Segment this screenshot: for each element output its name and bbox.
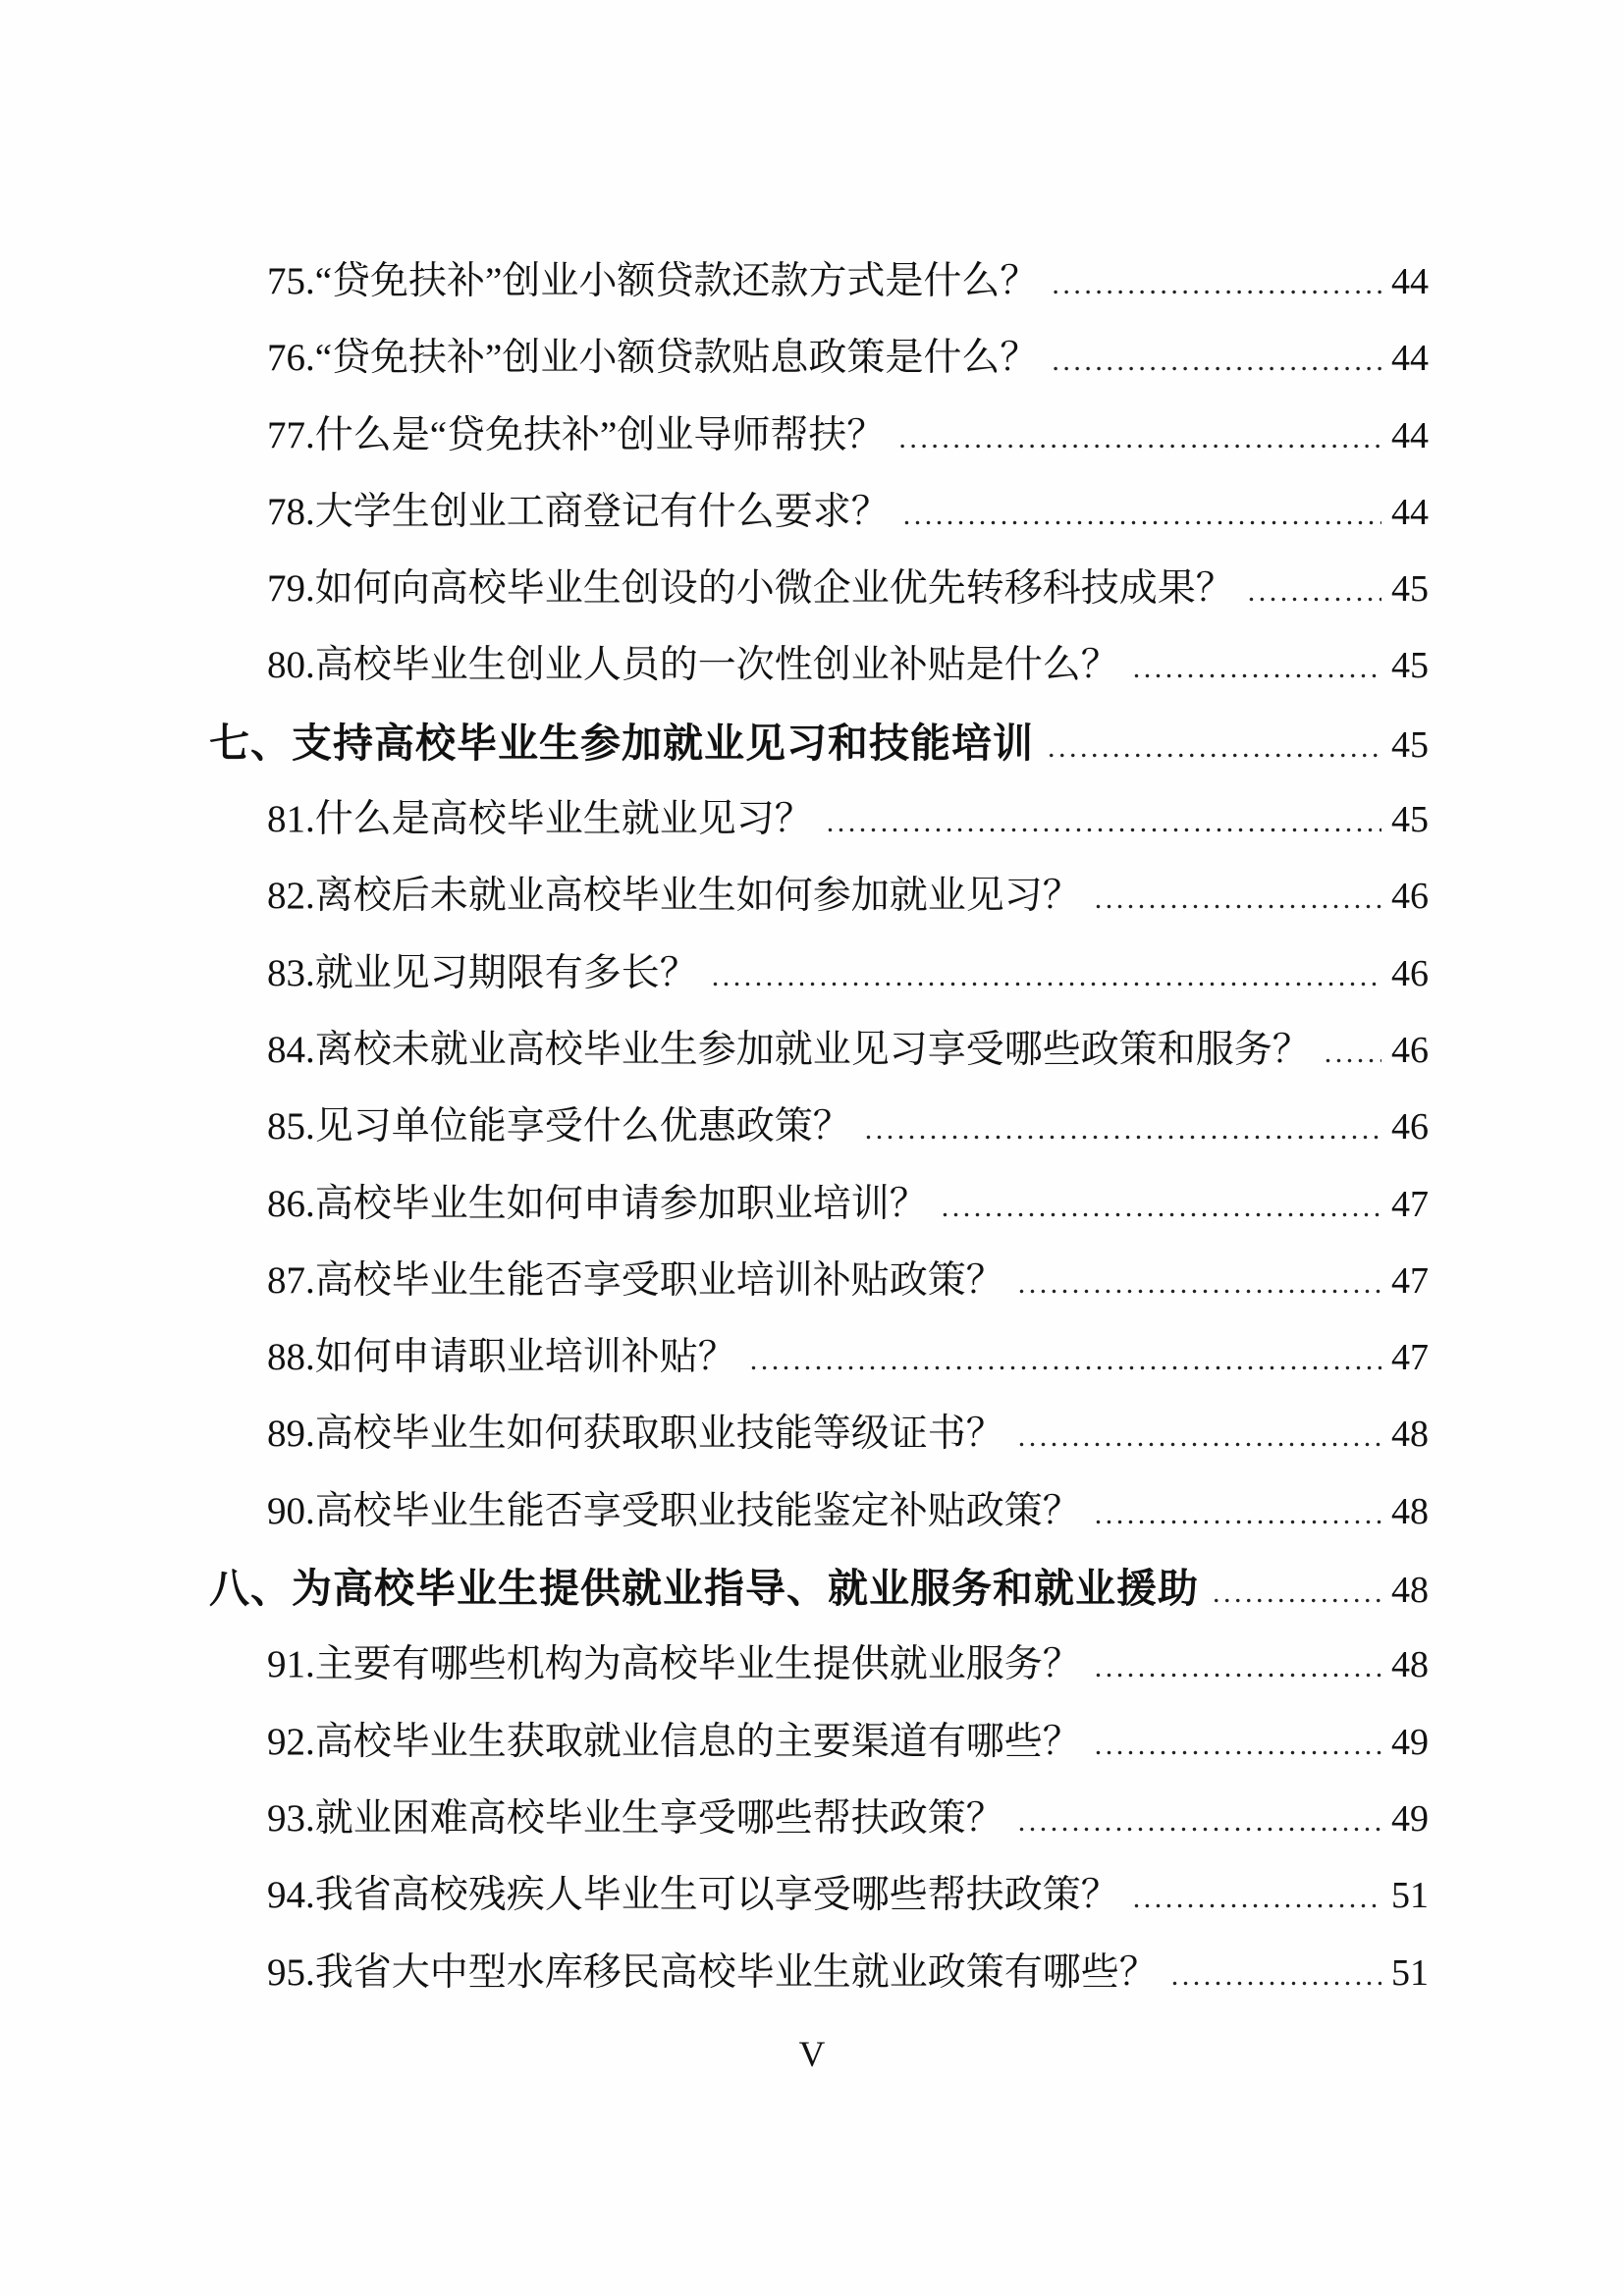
dot-leader: [865, 1092, 1381, 1168]
toc-entry: [0, 1857, 1624, 1934]
toc-entry: [0, 551, 1624, 627]
toc-entry: [0, 1396, 1624, 1472]
toc-item-page-number: 44: [1391, 338, 1429, 380]
dot-leader: [1052, 323, 1381, 400]
toc-item-page-number: 48: [1391, 1490, 1429, 1532]
toc-item-label: 77.什么是“贷免扶补”创业导师帮扶？: [267, 413, 886, 456]
dot-leader: [1018, 1246, 1381, 1322]
toc-item-label: 81.什么是高校毕业生就业见习？: [267, 798, 813, 841]
toc-section-header: [0, 1550, 1624, 1627]
toc-entry: [0, 781, 1624, 858]
dot-leader: [942, 1169, 1381, 1246]
toc-list: [0, 243, 1624, 2011]
toc-section-header: [0, 705, 1624, 781]
toc-item-page-number: 45: [1391, 799, 1429, 841]
dot-leader: [1095, 1629, 1381, 1706]
toc-item-page-number: 45: [1391, 568, 1429, 611]
toc-item-label: 80.高校毕业生创业人员的一次性创业补贴是什么？: [267, 644, 1119, 687]
toc-entry: [0, 474, 1624, 551]
toc-entry: [0, 1704, 1624, 1781]
toc-entry: [0, 398, 1624, 474]
dot-leader: [1095, 1707, 1381, 1784]
dot-leader: [1018, 1784, 1381, 1860]
toc-item-label: 89.高校毕业生如何获取职业技能等级证书？: [267, 1413, 1004, 1456]
toc-item-page-number: 44: [1391, 414, 1429, 456]
dot-leader: [1133, 630, 1381, 707]
toc-item-page-number: 48: [1391, 1414, 1429, 1456]
toc-item-label: 86.高校毕业生如何申请参加职业培训？: [267, 1182, 928, 1225]
toc-item-label: 78.大学生创业工商登记有什么要求？: [267, 490, 890, 533]
dot-leader: [1048, 710, 1381, 786]
toc-item-page-number: 45: [1391, 645, 1429, 687]
dot-leader: [1052, 246, 1381, 323]
dot-leader: [898, 400, 1381, 477]
toc-item-page-number: 44: [1391, 261, 1429, 302]
dot-leader: [1213, 1555, 1381, 1631]
toc-entry: [0, 1473, 1624, 1550]
toc-item-page-number: 51: [1391, 1951, 1429, 1994]
toc-item-page-number: 47: [1391, 1183, 1429, 1225]
toc-entry: [0, 1781, 1624, 1857]
toc-item-page-number: 51: [1391, 1875, 1429, 1917]
toc-item-label: 95.我省大中型水库移民高校毕业生就业政策有哪些？: [267, 1950, 1158, 1994]
toc-item-label: 75.“贷免扶补”创业小额贷款还款方式是什么？: [267, 260, 1039, 302]
footer-page-number: V: [798, 2035, 826, 2075]
toc-item-label: 93.就业困难高校毕业生享受哪些帮扶政策？: [267, 1796, 1004, 1840]
toc-item-label: 76.“贷免扶补”创业小额贷款贴息政策是什么？: [267, 337, 1039, 380]
toc-item-page-number: 46: [1391, 1106, 1429, 1148]
toc-item-label: 83.就业见习期限有多长？: [267, 951, 698, 994]
toc-entry: [0, 1243, 1624, 1319]
toc-item-page-number: 48: [1391, 1570, 1429, 1612]
toc-entry: [0, 627, 1624, 704]
toc-entry: [0, 1166, 1624, 1243]
toc-entry: [0, 1935, 1624, 2011]
dot-leader: [1018, 1399, 1381, 1475]
dot-leader: [1095, 861, 1381, 937]
toc-item-page-number: 47: [1391, 1259, 1429, 1302]
toc-entry: [0, 320, 1624, 397]
dot-leader: [903, 477, 1381, 554]
toc-item-page-number: 47: [1391, 1337, 1429, 1379]
toc-item-label: 82.离校后未就业高校毕业生如何参加就业见习？: [267, 875, 1081, 918]
toc-entry: [0, 243, 1624, 320]
toc-item-label: 79.如何向高校毕业生创设的小微企业优先转移科技成果？: [267, 567, 1234, 611]
dot-leader: [1171, 1938, 1381, 2014]
toc-entry: [0, 1089, 1624, 1165]
toc-item-label: 92.高校毕业生获取就业信息的主要渠道有哪些？: [267, 1720, 1081, 1763]
dot-leader: [1133, 1860, 1381, 1937]
toc-item-label: 91.主要有哪些机构为高校毕业生提供就业服务？: [267, 1643, 1081, 1686]
toc-item-page-number: 46: [1391, 1029, 1429, 1071]
toc-item-page-number: 46: [1391, 876, 1429, 918]
dot-leader: [1325, 1015, 1381, 1092]
toc-item-label: 84.离校未就业高校毕业生参加就业见习享受哪些政策和服务？: [267, 1028, 1311, 1071]
toc-item-label: 85.见习单位能享受什么优惠政策？: [267, 1105, 851, 1148]
dot-leader: [750, 1322, 1381, 1399]
toc-item-page-number: 45: [1391, 723, 1429, 766]
dot-leader: [1248, 554, 1381, 630]
toc-entry: [0, 858, 1624, 934]
dot-leader: [1095, 1476, 1381, 1553]
toc-item-label: 88.如何申请职业培训补贴？: [267, 1336, 736, 1379]
toc-item-page-number: 49: [1391, 1721, 1429, 1763]
toc-item-label: 90.高校毕业生能否享受职业技能鉴定补贴政策？: [267, 1489, 1081, 1532]
toc-item-label: 87.高校毕业生能否享受职业培训补贴政策？: [267, 1258, 1004, 1302]
toc-item-label: 94.我省高校残疾人毕业生可以享受哪些帮扶政策？: [267, 1874, 1119, 1917]
toc-entry: [0, 935, 1624, 1012]
toc-item-label: 八、为高校毕业生提供就业指导、就业服务和就业援助: [209, 1566, 1199, 1612]
toc-item-page-number: 48: [1391, 1644, 1429, 1686]
dot-leader: [827, 784, 1381, 861]
toc-entry: [0, 1627, 1624, 1703]
toc-entry: [0, 1319, 1624, 1396]
toc-entry: [0, 1012, 1624, 1089]
toc-item-page-number: 44: [1391, 491, 1429, 533]
toc-item-label: 七、支持高校毕业生参加就业见习和技能培训: [209, 720, 1034, 766]
dot-leader: [712, 938, 1381, 1015]
toc-item-page-number: 46: [1391, 952, 1429, 994]
toc-item-page-number: 49: [1391, 1797, 1429, 1840]
